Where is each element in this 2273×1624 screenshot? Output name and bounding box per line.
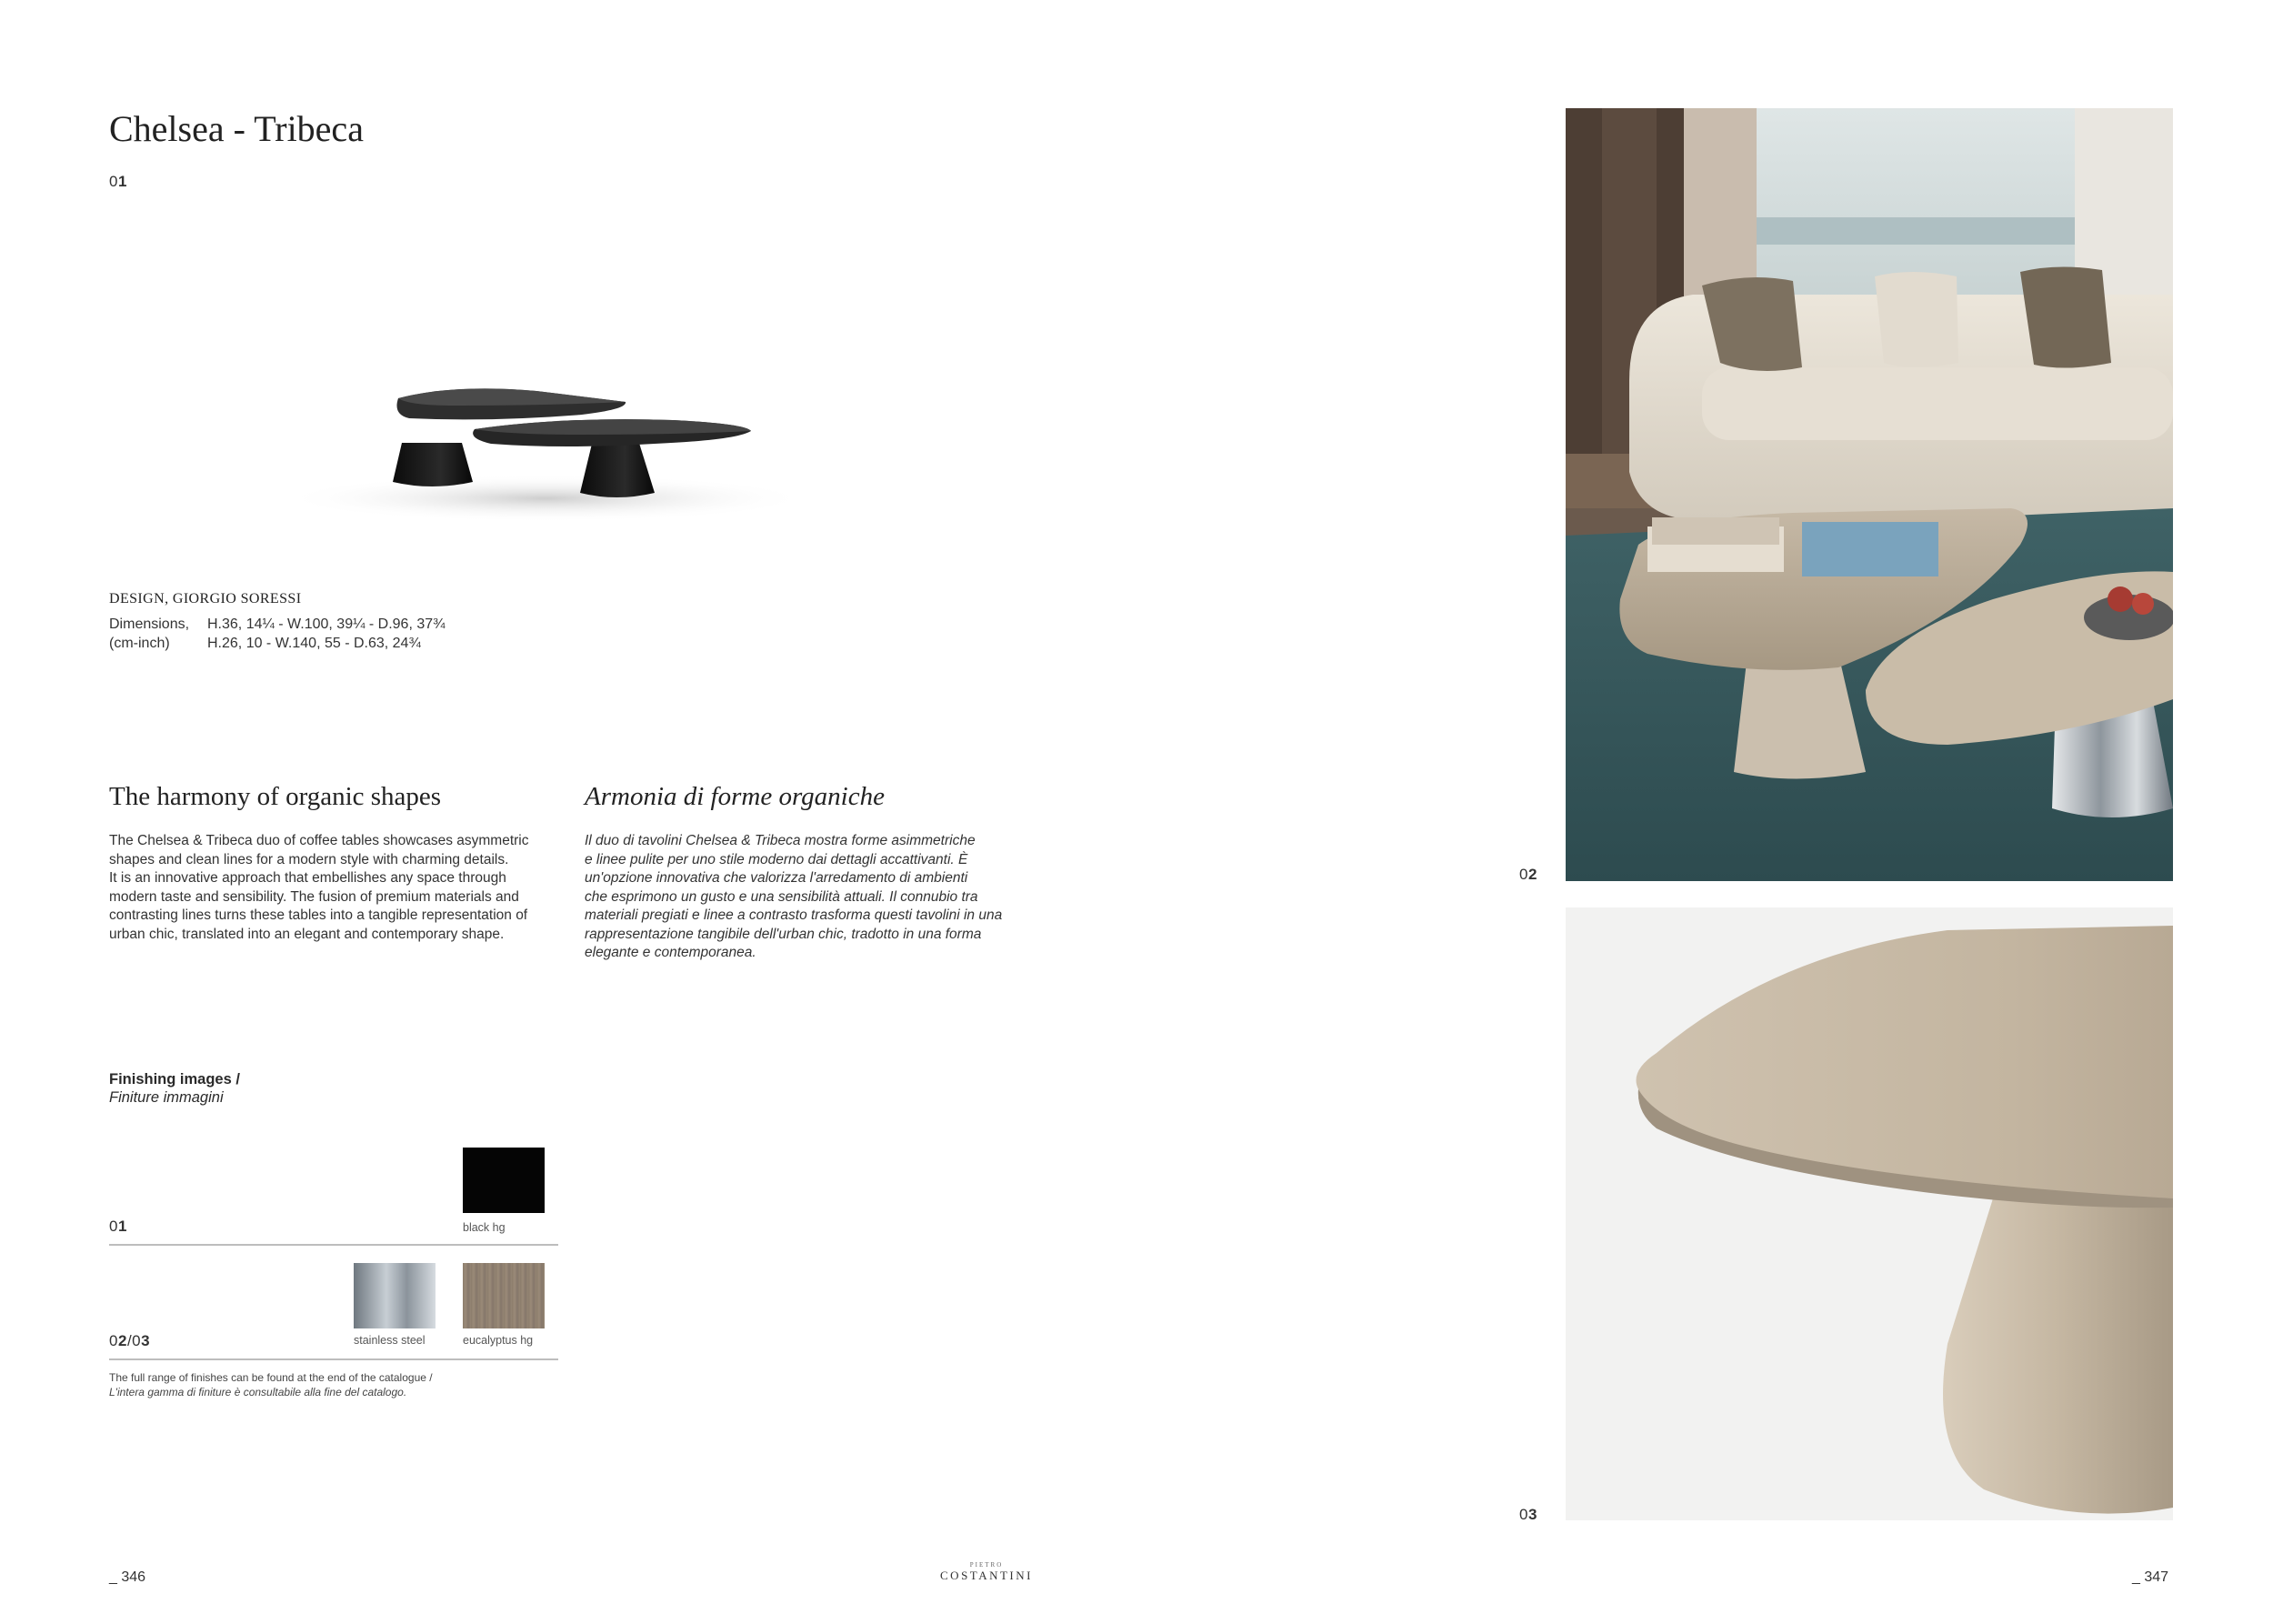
table-detail-illustration <box>1566 907 2173 1520</box>
swatch-label: eucalyptus hg <box>463 1334 534 1347</box>
designer-credit: DESIGN, GIORGIO SORESSI <box>109 591 302 606</box>
text-line: It is an innovative approach that embellishes any space through <box>109 870 506 886</box>
note-english: The full range of finishes can be found at the end of the catalogue / <box>109 1371 433 1384</box>
text-line: shapes and clean lines for a modern style with charming details. <box>109 851 509 867</box>
page-number-right: _ 347 <box>2132 1569 2169 1585</box>
number-separator: /0 <box>126 1332 142 1349</box>
swatch-label: stainless steel <box>354 1334 426 1347</box>
product-image <box>273 346 836 546</box>
text-line: contrasting lines turns these tables into a tangible representation of <box>109 907 528 923</box>
number-main: 3 <box>1527 1506 1537 1523</box>
product-photo-number <box>109 173 127 191</box>
heading-english: The harmony of organic shapes <box>109 782 442 811</box>
finishing-title-en <box>109 1070 240 1088</box>
text-line: e linee pulite per uno stile moderno dai dettagli accattivanti. È <box>585 851 968 867</box>
number-main: 2 <box>1527 866 1537 883</box>
dimensions-row <box>109 634 445 653</box>
finish-row-number <box>109 1218 127 1236</box>
body-italian <box>585 832 1076 963</box>
text-line: che esprimono un gusto e una sensibilità attuali. Il connubio tra <box>585 888 978 905</box>
logo-small-text: PIETRO <box>969 1561 1004 1569</box>
text-line: The Chelsea & Tribeca duo of coffee tables showcases asymmetric <box>109 833 529 848</box>
note-italian: L'intera gamma di finiture è consultabile alla fine del catalogo. <box>109 1386 407 1398</box>
photo-number <box>1519 1506 1537 1524</box>
coffee-tables-illustration <box>273 346 836 546</box>
number-prefix: 0 <box>1519 1506 1528 1523</box>
finish-row-number <box>109 1332 150 1350</box>
living-room-illustration <box>1566 108 2173 881</box>
text-line: materiali pregiati e linee a contrasto trasforma questi tavolini in una <box>585 907 1003 923</box>
number-main: 1 <box>117 173 127 190</box>
text-line: rappresentazione tangibile dell'urban chic, tradotto in una forma <box>585 926 982 942</box>
dimensions-row <box>109 615 445 634</box>
finishing-title-it: Finiture immagini <box>109 1089 224 1106</box>
number-prefix: 0 <box>109 173 118 190</box>
logo-main-text: COSTANTINI <box>940 1569 1033 1582</box>
number-prefix: 0 <box>1519 866 1528 883</box>
number-prefix: 0 <box>109 1332 118 1349</box>
number-main: 3 <box>141 1332 151 1349</box>
dimensions-unit-label: (cm-inch) <box>109 636 170 651</box>
text-line: elegante e contemporanea. <box>585 945 756 960</box>
page-number-left: _ 346 <box>109 1569 146 1585</box>
divider <box>109 1244 558 1246</box>
text-line: urban chic, translated into an elegant and contemporary shape. <box>109 926 505 942</box>
dimensions-value-2: H.26, 10 - W.140, 55 - D.63, 24¾ <box>207 636 421 651</box>
body-english <box>109 832 582 944</box>
detail-photo <box>1566 907 2173 1520</box>
finishes-note <box>109 1370 433 1399</box>
swatch-black <box>463 1148 545 1213</box>
interior-photo <box>1566 108 2173 881</box>
number-main: 1 <box>117 1218 127 1235</box>
swatch-eucalyptus <box>463 1263 545 1328</box>
finishing-title-text: Finishing images / <box>109 1071 240 1088</box>
swatch-steel <box>354 1263 436 1328</box>
photo-number <box>1519 866 1537 884</box>
text-line: Il duo di tavolini Chelsea & Tribeca mostra forme asimmetriche <box>585 833 976 848</box>
dimensions-block <box>109 615 445 653</box>
finishing-title <box>109 1070 240 1107</box>
brand-logo <box>936 1562 1036 1583</box>
page-title: Chelsea - Tribeca <box>109 108 364 149</box>
swatch-label: black hg <box>463 1221 506 1234</box>
text-line: modern taste and sensibility. The fusion of premium materials and <box>109 888 519 905</box>
number-main: 2 <box>117 1332 127 1349</box>
heading-italian: Armonia di forme organiche <box>585 782 885 811</box>
number-prefix: 0 <box>109 1218 118 1235</box>
divider <box>109 1358 558 1360</box>
dimensions-label: Dimensions, <box>109 617 190 632</box>
dimensions-value-1: H.36, 14¼ - W.100, 39¼ - D.96, 37¾ <box>207 617 446 632</box>
text-line: un'opzione innovativa che valorizza l'arredamento di ambienti <box>585 870 968 886</box>
